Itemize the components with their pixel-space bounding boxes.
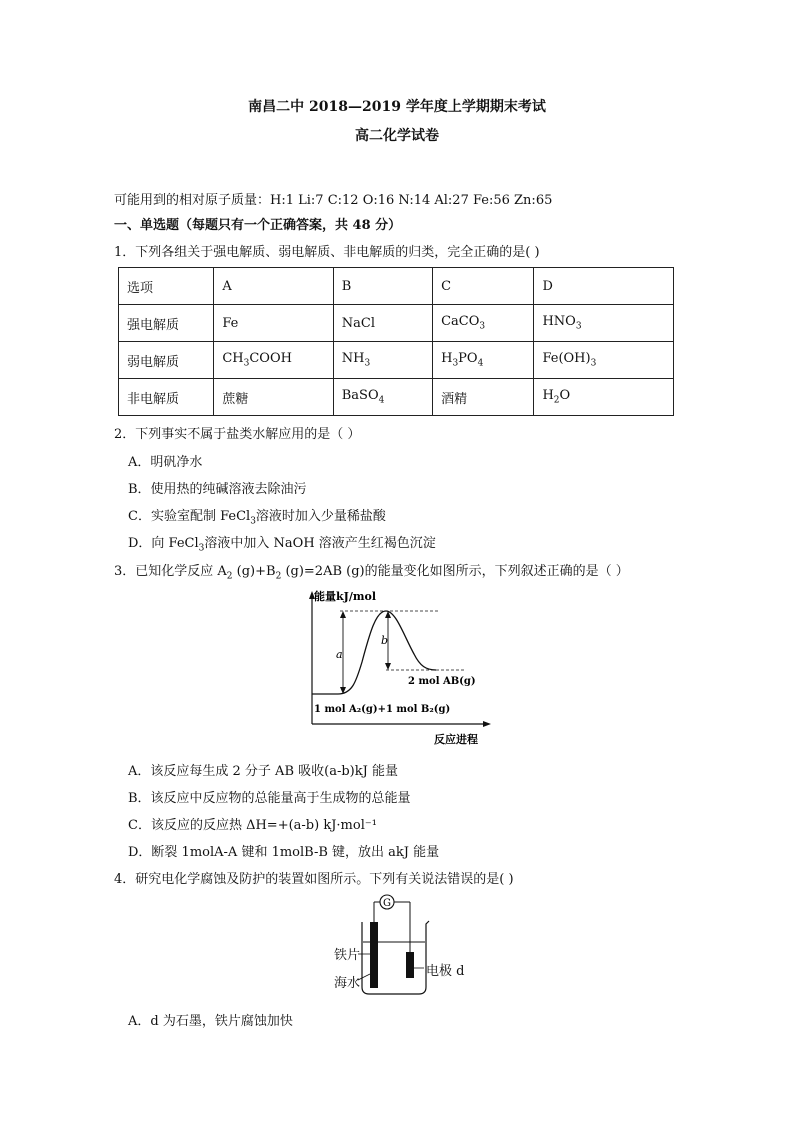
product-label: 2 mol AB(g) [408, 676, 476, 687]
table-cell: $H_2O$ [534, 379, 674, 416]
table-cell: $Fe(OH)_3$ [534, 342, 674, 379]
table-row [119, 342, 674, 379]
question-3-option-a: A．该反应每生成 2 分子 AB 吸收(a-b)kJ 能量 [128, 764, 398, 779]
question-3-option-b: B．该反应中反应物的总能量高于生成物的总能量 [128, 791, 411, 806]
question-4-option-a: A．d 为石墨，铁片腐蚀加快 [128, 1014, 293, 1029]
table-cell: BaSO$_4$ [333, 379, 432, 416]
question-2-option-c: C．实验室配制 FeCl$_3$溶液时加入少量稀盐酸 [128, 509, 386, 527]
table-cell: $NH_3$ [333, 342, 432, 379]
question-3-option-c: C．该反应的反应热 ΔH=+(a-b) kJ·mol⁻¹ [128, 818, 377, 833]
table-cell: $HNO_3$ [534, 305, 674, 342]
iron-plate-label: 铁片 [334, 948, 361, 963]
iron-plate [370, 922, 378, 988]
electrode-d-label: 电极 d [426, 964, 465, 979]
question-2-option-d: D．向 FeCl$_3$溶液中加入 NaOH 溶液产生红褐色沉淀 [128, 536, 436, 554]
table-header-cell: B [333, 268, 432, 305]
section-heading: 一、单选题（每题只有一个正确答案，共 48 分） [114, 218, 402, 233]
y-axis-label: 能量kJ/mol [314, 590, 376, 603]
table-cell: NaCl [333, 305, 432, 342]
row-label: 非电解质 [119, 379, 214, 416]
table-row [119, 305, 674, 342]
table-cell: Fe [214, 305, 333, 342]
table-header-cell: D [534, 268, 674, 305]
table-header-row [119, 268, 674, 305]
table-cell: CaCO$_3$ [433, 305, 534, 342]
table-cell: 蔗糖 [214, 379, 333, 416]
reactant-label: 1 mol A₂(g)+1 mol B₂(g) [314, 704, 451, 715]
table-row [119, 379, 674, 416]
exam-title: 南昌二中 2018—2019 学年度上学期期末考试 [248, 99, 546, 115]
arrow-b-head-down [385, 663, 391, 670]
table-header-cell: A [214, 268, 333, 305]
question-4-stem: 4．研究电化学腐蚀及防护的装置如图所示。下列有关说法错误的是( ) [114, 872, 514, 887]
row-label: 弱电解质 [119, 342, 214, 379]
question-1-table [118, 267, 674, 416]
galvanometer-label: G [383, 898, 391, 909]
energy-diagram [300, 586, 500, 746]
table-cell: $H_3PO_4$ [433, 342, 534, 379]
table-header-cell: C [433, 268, 534, 305]
exam-subtitle: 高二化学试卷 [355, 128, 439, 144]
question-2-option-b: B．使用热的纯碱溶液去除油污 [128, 482, 307, 497]
question-3-option-d: D．断裂 1molA-A 键和 1molB-B 键，放出 akJ 能量 [128, 845, 440, 860]
label-a: a [336, 648, 343, 661]
row-label: 强电解质 [119, 305, 214, 342]
x-axis-arrow [483, 721, 491, 727]
question-2-stem: 2．下列事实不属于盐类水解应用的是（ ） [114, 427, 361, 442]
atomic-masses: 可能用到的相对原子质量：H:1 Li:7 C:12 O:16 N:14 Al:27 Fe:56 Zn:65 [114, 193, 553, 208]
table-cell: 酒精 [433, 379, 534, 416]
table-cell: $CH_3COOH$ [214, 342, 333, 379]
table-header-cell: 选项 [119, 268, 214, 305]
question-1-stem: 1．下列各组关于强电解质、弱电解质、非电解质的归类，完全正确的是( ) [114, 245, 540, 260]
arrow-a-head-up [340, 611, 346, 618]
question-3-stem: 3．已知化学反应 $A_2$ $(g)+B_2$ (g)=2AB (g)的能量变化如图所示，下列叙述正确的是（ ） [114, 564, 629, 582]
electrode-d [406, 952, 414, 978]
label-b: b [381, 634, 389, 647]
question-2-option-a: A．明矾净水 [128, 455, 203, 470]
x-axis-label: 反应进程 [434, 733, 478, 746]
seawater-label: 海水 [334, 976, 361, 991]
